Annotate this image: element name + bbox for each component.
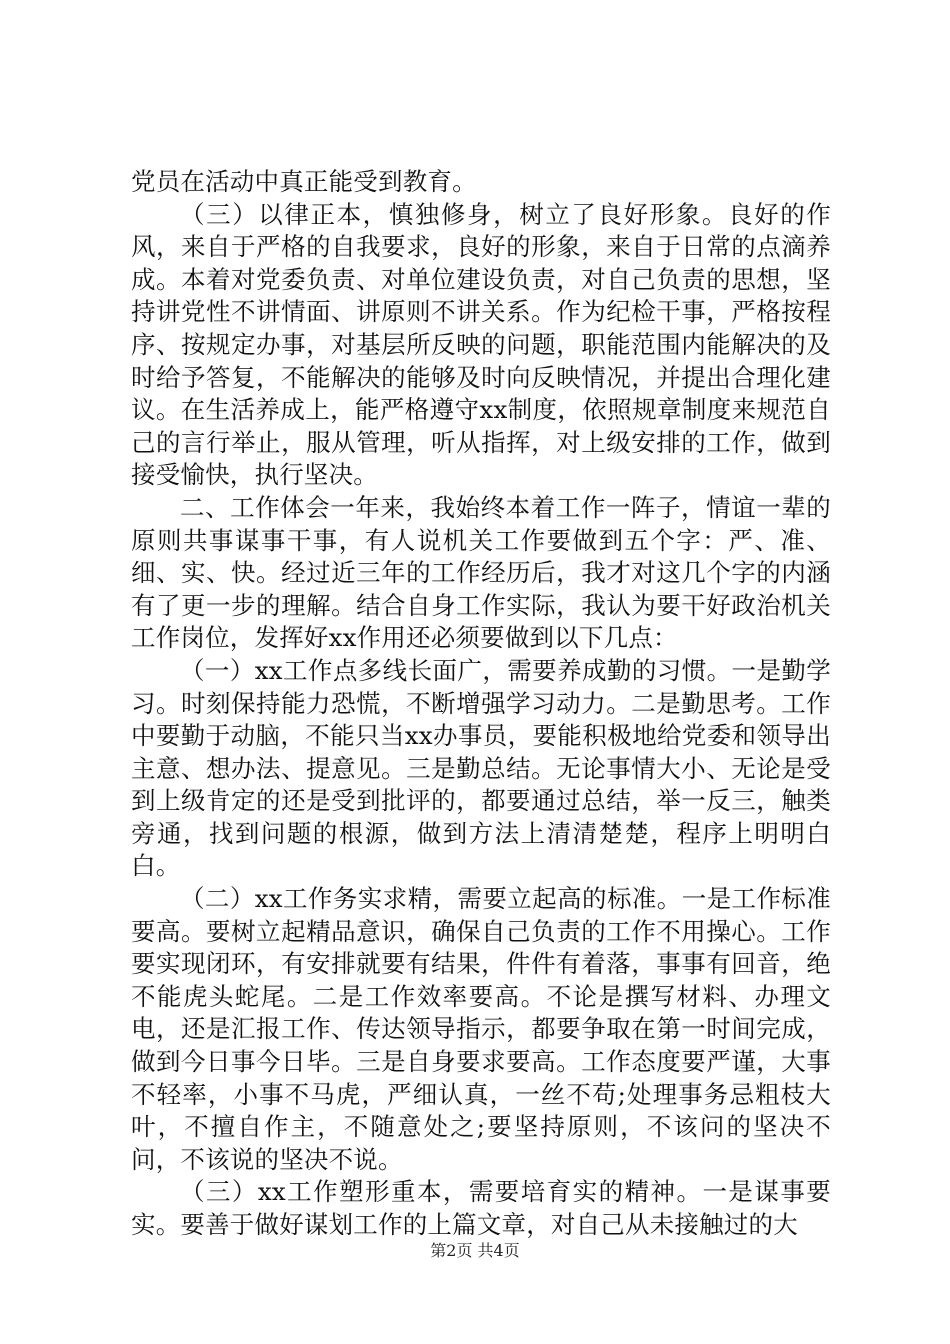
paragraph-1: 党员在活动中真正能受到教育。 [131, 167, 477, 196]
paragraph-5: （二）xx工作务实求精，需要立起高的标准。一是工作标准要高。要树立起精品意识，确保自己负责的工作不用操心。工作要实现闭环，有安排就要有结果，件件有着落，事事有回音，绝不能虎头蛇尾。二是工作效率要高。不论是撰写材料、办理文电，还是汇报工作、传达领导指示，都要争取在第一时间完成，做到今日事今日毕。三是自身要求要高。工作态度要严谨，大事不轻率，小事不马虎，严细认真，一丝不苟;处理事务忌粗枝大叶，不擅自作主，不随意处之;要坚持原则，不该问的坚决不问，不该说的坚决不说。 [131, 884, 831, 1174]
document-body [131, 166, 831, 1242]
page-footer: 第2页 共4页 [430, 1241, 520, 1260]
paragraph-3: 二、工作体会一年来，我始终本着工作一阵子，情谊一辈的原则共事谋事干事，有人说机关工作要做到五个字：严、准、细、实、快。经过近三年的工作经历后，我才对这几个字的内涵有了更一步的理解。结合自身工作实际，我认为要干好政治机关工作岗位，发挥好xx作用还必须要做到以下几点： [131, 492, 831, 653]
paragraph-6: （三）xx工作塑形重本，需要培育实的精神。一是谋事要实。要善于做好谋划工作的上篇文章，对自己从未接触过的大 [131, 1177, 831, 1239]
paragraph-2: （三）以律正本，慎独修身，树立了良好形象。良好的作风，来自于严格的自我要求，良好的形象，来自于日常的点滴养成。本着对党委负责、对单位建设负责，对自己负责的思想，坚持讲党性不讲情面、讲原则不讲关系。作为纪检干事，严格按程序、按规定办事，对基层所反映的问题，职能范围内能解决的及时给予答复，不能解决的能够及时向反映情况，并提出合理化建议。在生活养成上，能严格遵守xx制度，依照规章制度来规范自己的言行举止，服从管理，听从指挥，对上级安排的工作，做到接受愉快，执行坚决。 [131, 199, 831, 490]
paragraph-4: （一）xx工作点多线长面广，需要养成勤的习惯。一是勤学习。时刻保持能力恐慌，不断增强学习动力。二是勤思考。工作中要勤于动脑，不能只当xx办事员，要能积极地给党委和领导出主意、想办法、提意见。三是勤总结。无论事情大小、无论是受到上级肯定的还是受到批评的，都要通过总结，举一反三，触类旁通，找到问题的根源，做到方法上清清楚楚，程序上明明白白。 [131, 655, 831, 881]
